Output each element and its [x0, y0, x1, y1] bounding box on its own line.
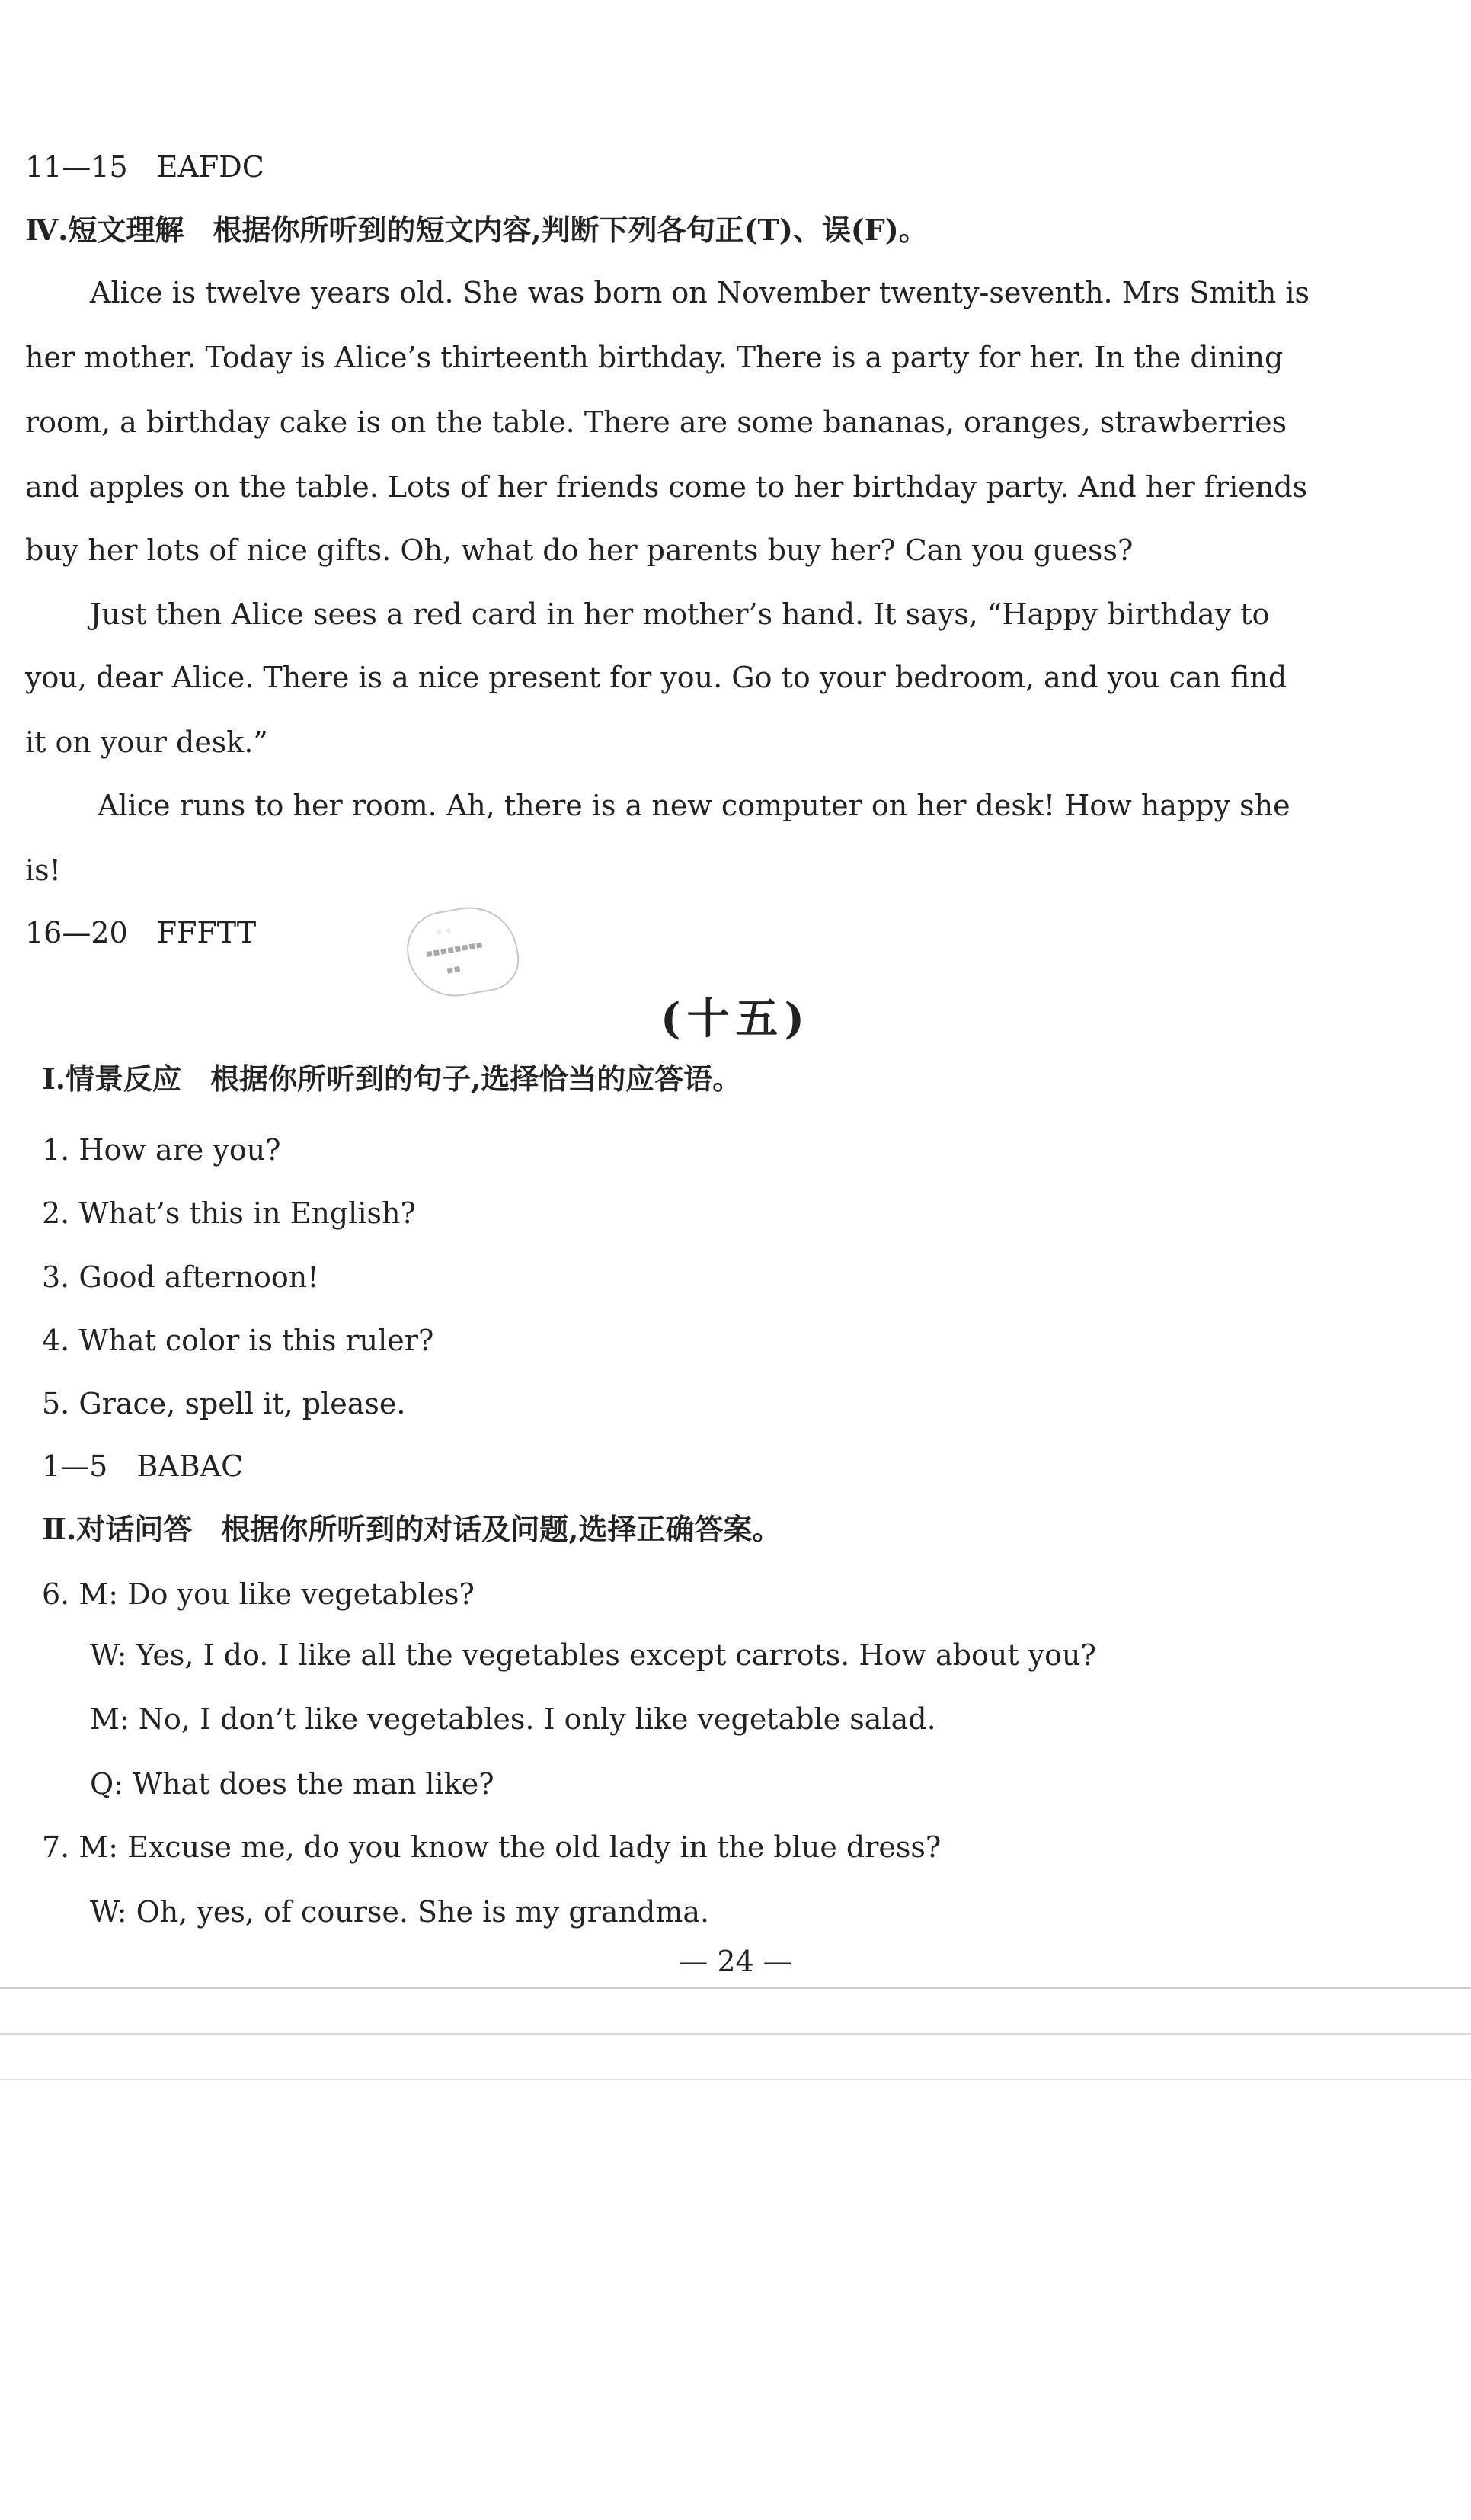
page-divider [0, 2079, 1471, 2080]
passage-line: her mother. Today is Alice’s thirteenth birthday. There is a party for her. In the dining [25, 341, 1284, 374]
page-number: — 24 — [679, 1945, 792, 1978]
passage-line: room, a birthday cake is on the table. There are some bananas, oranges, strawberries [25, 405, 1287, 439]
section-heading-iv: Ⅳ.短文理解 根据你所听到的短文内容,判断下列各句正(T)、误(F)。 [25, 213, 928, 247]
question-item: 1. How are you? [42, 1133, 281, 1167]
dialogue-line: W: Yes, I do. I like all the vegetables except carrots. How about you? [90, 1638, 1096, 1672]
section-title: (十五) [660, 994, 811, 1044]
dialogue-line: 6. M: Do you like vegetables? [42, 1577, 475, 1611]
page-divider [0, 1987, 1471, 1989]
answer-line-11-15: 11—15 EAFDC [25, 150, 264, 184]
question-item: 3. Good afternoon! [42, 1260, 319, 1294]
answer-line-16-20: 16—20 FFFTT [25, 916, 257, 949]
dialogue-line: W: Oh, yes, of course. She is my grandma. [90, 1895, 710, 1929]
passage-line: Alice runs to her room. Ah, there is a new computer on her desk! How happy she [98, 789, 1290, 822]
question-item: 4. What color is this ruler? [42, 1324, 434, 1357]
passage-line: Just then Alice sees a red card in her mother’s hand. It says, “Happy birthday to [90, 597, 1270, 631]
section-heading-i: Ⅰ.情景反应 根据你所听到的句子,选择恰当的应答语。 [42, 1061, 742, 1096]
passage-line: is! [25, 853, 61, 887]
page-divider [0, 2033, 1471, 2035]
passage-line: Alice is twelve years old. She was born on November twenty-seventh. Mrs Smith is [90, 276, 1310, 309]
dialogue-line: 7. M: Excuse me, do you know the old lady in the blue dress? [42, 1830, 942, 1864]
passage-line: you, dear Alice. There is a nice present for you. Go to your bedroom, and you can find [25, 661, 1287, 694]
dialogue-line: M: No, I don’t like vegetables. I only like vegetable salad. [90, 1702, 936, 1736]
section-heading-ii: Ⅱ.对话问答 根据你所听到的对话及问题,选择正确答案。 [42, 1512, 782, 1546]
passage-line: buy her lots of nice gifts. Oh, what do her parents buy her? Can you guess? [25, 533, 1134, 567]
stamp-mark: ◦ ◦ ▪▪▪▪▪▪▪▪ ▪▪ [401, 899, 524, 1004]
passage-line: and apples on the table. Lots of her friends come to her birthday party. And her friends [25, 470, 1308, 504]
answer-line-1-5: 1—5 BABAC [42, 1449, 244, 1483]
passage-line: it on your desk.” [25, 725, 268, 759]
question-item: 5. Grace, spell it, please. [42, 1387, 406, 1420]
question-item: 2. What’s this in English? [42, 1196, 416, 1230]
dialogue-line: Q: What does the man like? [90, 1767, 494, 1801]
